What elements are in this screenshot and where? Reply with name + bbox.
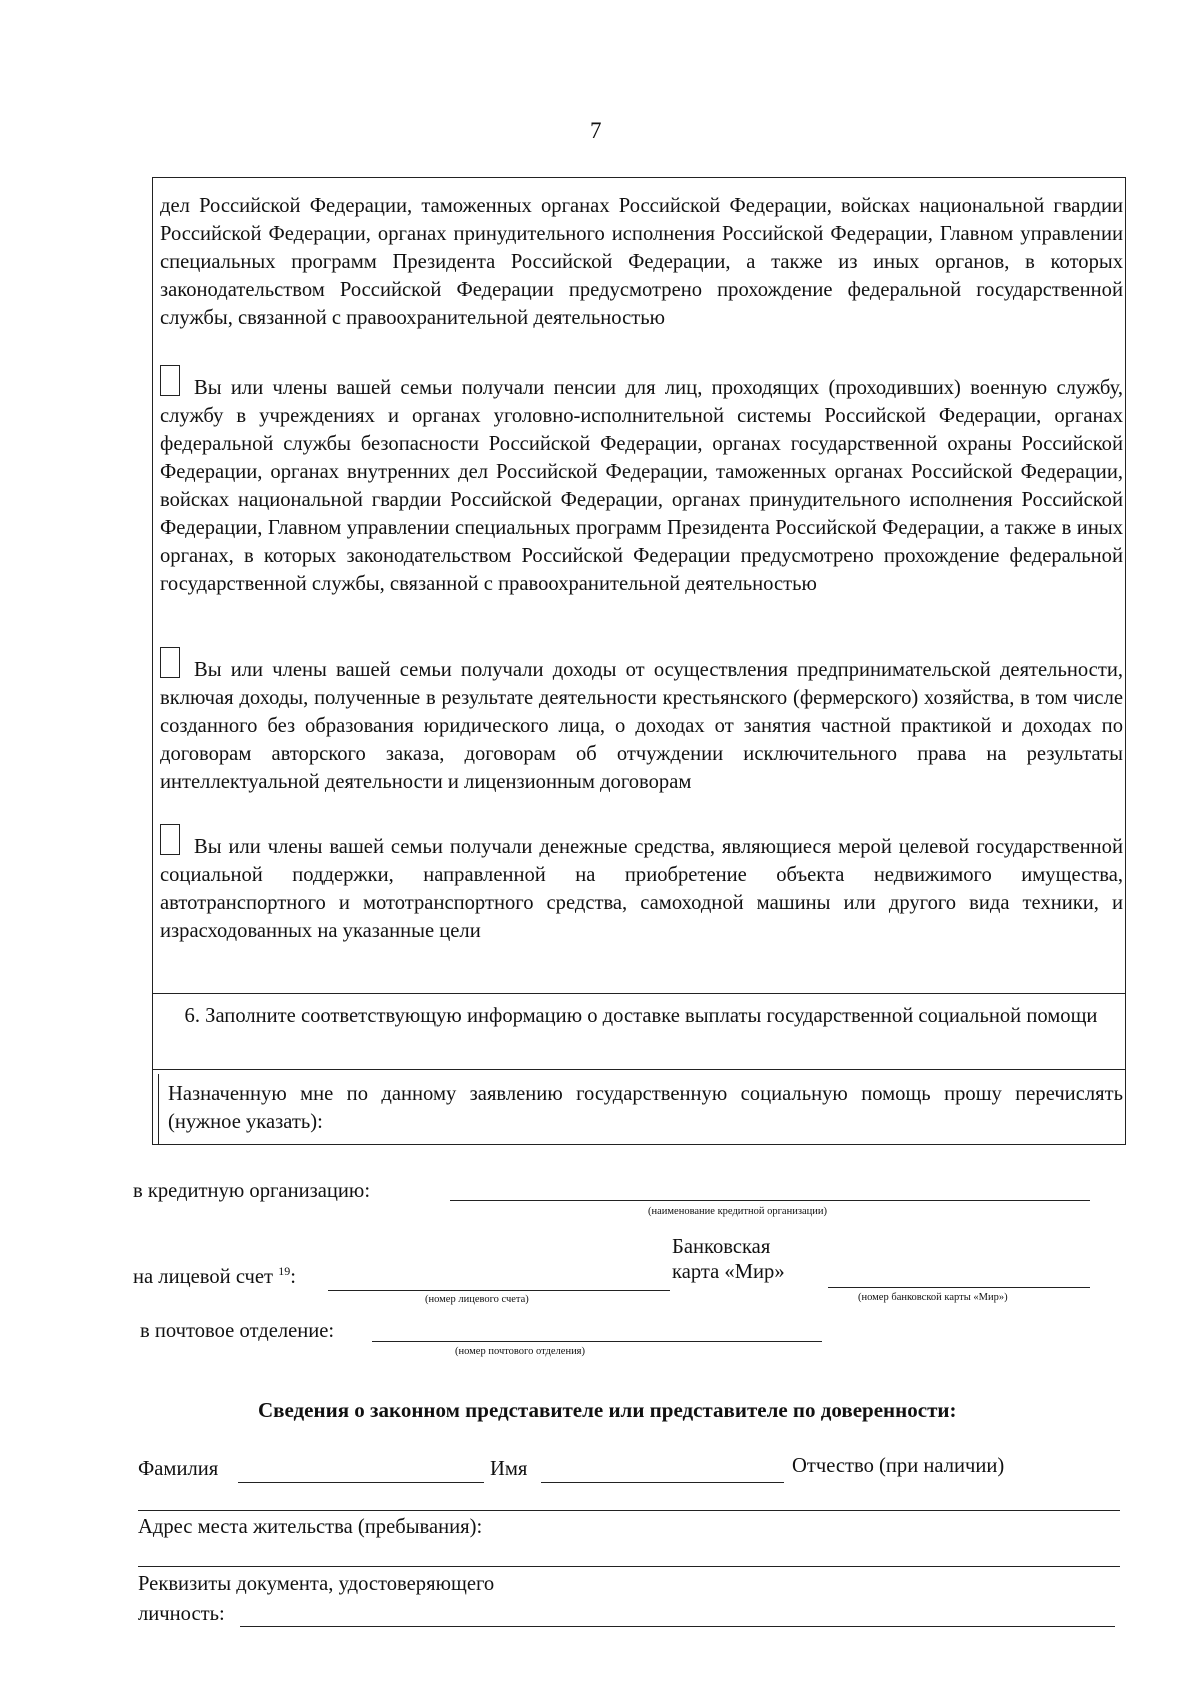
paragraph-text: дел Российской Федерации, таможенных органах Российской Федерации, войсках национальной гвардии Российской Федерации, органах принудительного исполнения Российской Федерации, Главном управлении специальных программ Президента Российской Федерации, а также из иных органов, в которых законодательством Российской Федерации предусмотрено прохождение федеральной государственной службы, связанной с правоохранительной деятельностью	[160, 195, 1123, 329]
post-office-caption: (номер почтового отделения)	[455, 1346, 586, 1357]
table-divider	[152, 993, 1126, 994]
patronymic-field[interactable]	[138, 1510, 1120, 1511]
surname-label: Фамилия	[138, 1458, 219, 1480]
page-number: 7	[590, 118, 602, 143]
option-text: Вы или члены вашей семьи получали доходы от осуществления предпринимательской деятельности, включая доходы, полученные в результате деятельности крестьянского (фермерского) хозяйства, в том числе созданного без образования юридического лица, о доходах от занятия частной практикой и доходах по договорам авторского заказа, договорам об отчуждении исключительного права на результаты интеллектуальной деятельности и лицензионным договорам	[160, 659, 1123, 793]
card-caption: (номер банковской карты «Мир»)	[858, 1292, 1008, 1303]
option-text: Вы или члены вашей семьи получали пенсии для лиц, проходящих (проходивших) военную службу, службу в учреждениях и органах уголовно-исполнительной системы Российской Федерации, органах федеральной службы безопасности Российской Федерации, органах государственной охраны Российской Федерации, органах внутренних дел Российской Федерации, таможенных органах Российской Федерации, войсках национальной гвардии Российской Федерации, органах принудительного исполнения Российской Федерации, Главном управлении специальных программ Президента Российской Федерации, а также в иных органах, в которых законодательством Российской Федерации предусмотрено прохождение федеральной государственной службы, связанной с правоохранительной деятельностью	[160, 377, 1123, 595]
business-income-checkbox[interactable]	[160, 647, 180, 678]
surname-field[interactable]	[238, 1482, 484, 1483]
name-label: Имя	[490, 1458, 528, 1480]
pensions-checkbox[interactable]	[160, 365, 180, 396]
id-document-label-line2: личность:	[138, 1603, 225, 1625]
account-label: на лицевой счет $^{19}$:	[133, 1264, 296, 1288]
credit-org-label: в кредитную организацию:	[133, 1180, 371, 1202]
option-pensions	[160, 365, 1123, 598]
footnote-mark: 19	[278, 1264, 291, 1278]
id-document-label-line1: Реквизиты документа, удостоверяющего	[138, 1573, 495, 1595]
card-label-line1: Банковская	[672, 1236, 771, 1258]
post-office-label: в почтовое отделение:	[140, 1320, 335, 1342]
post-office-field[interactable]	[372, 1341, 822, 1342]
card-number-field[interactable]	[828, 1287, 1090, 1288]
table-divider	[152, 1069, 1126, 1070]
account-number-field[interactable]	[328, 1290, 670, 1291]
option-target-support	[160, 824, 1123, 945]
section-6-instruction: Назначенную мне по данному заявлению государственную социальную помощь прошу перечислять (нужное указать):	[168, 1083, 1123, 1133]
address-label: Адрес места жительства (пребывания):	[138, 1516, 483, 1538]
credit-org-field[interactable]	[450, 1200, 1090, 1201]
address-field[interactable]	[138, 1566, 1120, 1567]
name-field[interactable]	[541, 1482, 784, 1483]
target-support-checkbox[interactable]	[160, 824, 180, 855]
id-document-field[interactable]	[240, 1626, 1115, 1627]
continuation-paragraph	[160, 192, 1123, 332]
representative-title: Сведения о законном представителе или представителе по доверенности:	[258, 1398, 957, 1422]
option-text: Вы или члены вашей семьи получали денежные средства, являющиеся мерой целевой государственной социальной поддержки, направленной на приобретение объекта недвижимого имущества, автотранспортного и мототранспортного средства, самоходной машины или другого вида техники, и израсходованных на указанные цели	[160, 836, 1123, 942]
section-6-title: 6. Заполните соответствующую информацию о доставке выплаты государственной социальной помощи	[184, 1005, 1098, 1027]
credit-org-caption: (наименование кредитной организации)	[648, 1206, 827, 1217]
card-label-line2: карта «Мир»	[672, 1261, 785, 1283]
account-caption: (номер лицевого счета)	[425, 1294, 529, 1305]
option-business-income	[160, 647, 1123, 796]
patronymic-label: Отчество (при наличии)	[792, 1455, 1005, 1477]
